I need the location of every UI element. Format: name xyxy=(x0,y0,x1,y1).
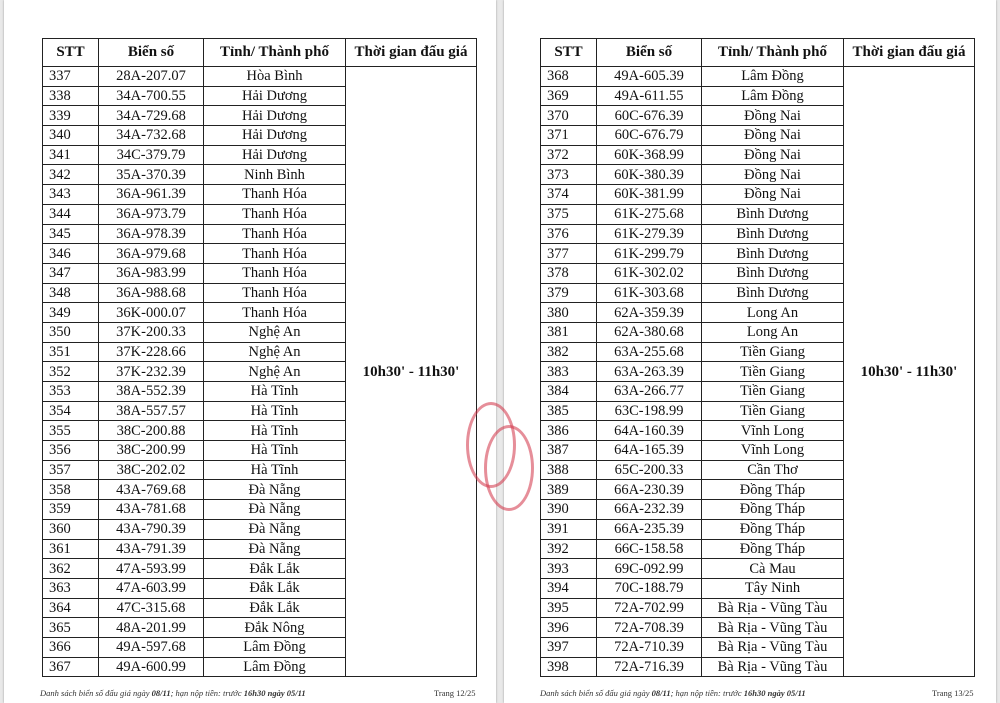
province-cell: Vĩnh Long xyxy=(702,441,844,461)
table-header-row xyxy=(43,39,477,67)
plate-cell: 36A-988.68 xyxy=(99,283,204,303)
table-row xyxy=(541,67,975,87)
plate-cell: 60C-676.39 xyxy=(597,106,702,126)
province-cell: Thanh Hóa xyxy=(204,263,346,283)
province-cell: Đồng Tháp xyxy=(702,519,844,539)
province-cell: Long An xyxy=(702,303,844,323)
header-time: Thời gian đấu giá xyxy=(844,39,975,67)
province-cell: Bà Rịa - Vũng Tàu xyxy=(702,637,844,657)
stt-cell: 339 xyxy=(43,106,99,126)
stt-cell: 340 xyxy=(43,126,99,146)
plate-cell: 61K-275.68 xyxy=(597,204,702,224)
stt-cell: 354 xyxy=(43,401,99,421)
plate-cell: 62A-359.39 xyxy=(597,303,702,323)
province-cell: Đắk Lắk xyxy=(204,578,346,598)
stt-cell: 374 xyxy=(541,185,597,205)
footer-mid: ; hạn nộp tiền: trước xyxy=(670,688,744,698)
table-body xyxy=(541,67,975,677)
stt-cell: 398 xyxy=(541,657,597,677)
plate-cell: 34A-700.55 xyxy=(99,86,204,106)
stt-cell: 370 xyxy=(541,106,597,126)
stt-cell: 393 xyxy=(541,559,597,579)
province-cell: Đồng Nai xyxy=(702,106,844,126)
plate-cell: 34C-379.79 xyxy=(99,145,204,165)
stt-cell: 376 xyxy=(541,224,597,244)
plate-cell: 60K-380.39 xyxy=(597,165,702,185)
plate-cell: 72A-708.39 xyxy=(597,618,702,638)
table-row xyxy=(43,67,477,87)
page-number: Trang 12/25 xyxy=(434,688,476,698)
province-cell: Tiền Giang xyxy=(702,382,844,402)
province-cell: Nghệ An xyxy=(204,362,346,382)
stt-cell: 380 xyxy=(541,303,597,323)
province-cell: Hà Tĩnh xyxy=(204,421,346,441)
plate-cell: 61K-279.39 xyxy=(597,224,702,244)
stt-cell: 338 xyxy=(43,86,99,106)
plate-cell: 49A-611.55 xyxy=(597,86,702,106)
plate-cell: 60K-381.99 xyxy=(597,185,702,205)
stt-cell: 349 xyxy=(43,303,99,323)
stt-cell: 350 xyxy=(43,322,99,342)
stt-cell: 364 xyxy=(43,598,99,618)
province-cell: Lâm Đồng xyxy=(702,86,844,106)
plate-cell: 48A-201.99 xyxy=(99,618,204,638)
header-stt: STT xyxy=(541,39,597,67)
stt-cell: 378 xyxy=(541,263,597,283)
plate-cell: 72A-716.39 xyxy=(597,657,702,677)
province-cell: Thanh Hóa xyxy=(204,224,346,244)
auction-time-cell: 10h30' - 11h30' xyxy=(844,67,975,677)
plate-cell: 47C-315.68 xyxy=(99,598,204,618)
plate-cell: 38C-202.02 xyxy=(99,460,204,480)
plate-cell: 34A-729.68 xyxy=(99,106,204,126)
header-province: Tỉnh/ Thành phố xyxy=(702,39,844,67)
plate-cell: 65C-200.33 xyxy=(597,460,702,480)
plate-cell: 63A-263.39 xyxy=(597,362,702,382)
province-cell: Hải Dương xyxy=(204,126,346,146)
header-time: Thời gian đấu giá xyxy=(346,39,477,67)
stt-cell: 388 xyxy=(541,460,597,480)
plate-cell: 38A-552.39 xyxy=(99,382,204,402)
province-cell: Bà Rịa - Vũng Tàu xyxy=(702,657,844,677)
plate-cell: 49A-597.68 xyxy=(99,637,204,657)
province-cell: Lâm Đồng xyxy=(204,657,346,677)
province-cell: Đà Nẵng xyxy=(204,539,346,559)
stt-cell: 348 xyxy=(43,283,99,303)
stt-cell: 363 xyxy=(43,578,99,598)
province-cell: Ninh Bình xyxy=(204,165,346,185)
province-cell: Đồng Tháp xyxy=(702,500,844,520)
plate-cell: 63C-198.99 xyxy=(597,401,702,421)
page-footer xyxy=(40,688,306,698)
stt-cell: 366 xyxy=(43,637,99,657)
stt-cell: 362 xyxy=(43,559,99,579)
province-cell: Tiền Giang xyxy=(702,401,844,421)
province-cell: Đồng Nai xyxy=(702,185,844,205)
stt-cell: 382 xyxy=(541,342,597,362)
footer-mid: ; hạn nộp tiền: trước xyxy=(170,688,244,698)
province-cell: Đắk Lắk xyxy=(204,598,346,618)
plate-cell: 37K-228.66 xyxy=(99,342,204,362)
province-cell: Thanh Hóa xyxy=(204,303,346,323)
province-cell: Bình Dương xyxy=(702,283,844,303)
province-cell: Bà Rịa - Vũng Tàu xyxy=(702,598,844,618)
footer-deadline: 16h30 ngày 05/11 xyxy=(743,688,806,698)
province-cell: Đồng Nai xyxy=(702,145,844,165)
stt-cell: 344 xyxy=(43,204,99,224)
plate-cell: 38C-200.88 xyxy=(99,421,204,441)
header-stt: STT xyxy=(43,39,99,67)
header-plate: Biển số xyxy=(597,39,702,67)
province-cell: Cà Mau xyxy=(702,559,844,579)
province-cell: Tây Ninh xyxy=(702,578,844,598)
plate-cell: 47A-603.99 xyxy=(99,578,204,598)
stt-cell: 372 xyxy=(541,145,597,165)
province-cell: Thanh Hóa xyxy=(204,283,346,303)
stt-cell: 360 xyxy=(43,519,99,539)
province-cell: Hà Tĩnh xyxy=(204,382,346,402)
stt-cell: 346 xyxy=(43,244,99,264)
stt-cell: 389 xyxy=(541,480,597,500)
stt-cell: 353 xyxy=(43,382,99,402)
stt-cell: 383 xyxy=(541,362,597,382)
plate-cell: 72A-710.39 xyxy=(597,637,702,657)
plate-cell: 60C-676.79 xyxy=(597,126,702,146)
plate-cell: 60K-368.99 xyxy=(597,145,702,165)
plate-cell: 66C-158.58 xyxy=(597,539,702,559)
plate-cell: 64A-160.39 xyxy=(597,421,702,441)
province-cell: Bình Dương xyxy=(702,263,844,283)
plate-cell: 49A-600.99 xyxy=(99,657,204,677)
plate-cell: 66A-230.39 xyxy=(597,480,702,500)
plate-cell: 66A-235.39 xyxy=(597,519,702,539)
province-cell: Đà Nẵng xyxy=(204,480,346,500)
plate-cell: 64A-165.39 xyxy=(597,441,702,461)
page-footer xyxy=(540,688,806,698)
stt-cell: 391 xyxy=(541,519,597,539)
province-cell: Hà Tĩnh xyxy=(204,441,346,461)
stt-cell: 356 xyxy=(43,441,99,461)
plate-cell: 66A-232.39 xyxy=(597,500,702,520)
stt-cell: 337 xyxy=(43,67,99,87)
footer-date: 08/11 xyxy=(151,688,171,698)
auction-table xyxy=(42,38,477,677)
stt-cell: 341 xyxy=(43,145,99,165)
province-cell: Đồng Tháp xyxy=(702,539,844,559)
header-province: Tỉnh/ Thành phố xyxy=(204,39,346,67)
plate-cell: 43A-791.39 xyxy=(99,539,204,559)
plate-cell: 37K-200.33 xyxy=(99,322,204,342)
province-cell: Đà Nẵng xyxy=(204,519,346,539)
province-cell: Hòa Bình xyxy=(204,67,346,87)
plate-cell: 72A-702.99 xyxy=(597,598,702,618)
stt-cell: 395 xyxy=(541,598,597,618)
province-cell: Tiền Giang xyxy=(702,362,844,382)
plate-cell: 38A-557.57 xyxy=(99,401,204,421)
stt-cell: 367 xyxy=(43,657,99,677)
plate-cell: 36A-983.99 xyxy=(99,263,204,283)
province-cell: Đồng Tháp xyxy=(702,480,844,500)
province-cell: Hải Dương xyxy=(204,106,346,126)
stt-cell: 375 xyxy=(541,204,597,224)
auction-table xyxy=(540,38,975,677)
plate-cell: 61K-299.79 xyxy=(597,244,702,264)
stt-cell: 397 xyxy=(541,637,597,657)
plate-cell: 36K-000.07 xyxy=(99,303,204,323)
province-cell: Nghệ An xyxy=(204,322,346,342)
plate-cell: 34A-732.68 xyxy=(99,126,204,146)
stt-cell: 361 xyxy=(43,539,99,559)
plate-cell: 38C-200.99 xyxy=(99,441,204,461)
stt-cell: 369 xyxy=(541,86,597,106)
province-cell: Bình Dương xyxy=(702,204,844,224)
stt-cell: 345 xyxy=(43,224,99,244)
province-cell: Long An xyxy=(702,322,844,342)
stt-cell: 343 xyxy=(43,185,99,205)
province-cell: Nghệ An xyxy=(204,342,346,362)
footer-deadline: 16h30 ngày 05/11 xyxy=(243,688,306,698)
province-cell: Cần Thơ xyxy=(702,460,844,480)
province-cell: Bình Dương xyxy=(702,224,844,244)
plate-cell: 43A-769.68 xyxy=(99,480,204,500)
auction-time-cell: 10h30' - 11h30' xyxy=(346,67,477,677)
province-cell: Đắk Nông xyxy=(204,618,346,638)
plate-cell: 61K-302.02 xyxy=(597,263,702,283)
stt-cell: 387 xyxy=(541,441,597,461)
plate-cell: 36A-979.68 xyxy=(99,244,204,264)
plate-cell: 70C-188.79 xyxy=(597,578,702,598)
province-cell: Đắk Lắk xyxy=(204,559,346,579)
table-header-row xyxy=(541,39,975,67)
stt-cell: 355 xyxy=(43,421,99,441)
province-cell: Hải Dương xyxy=(204,86,346,106)
stt-cell: 351 xyxy=(43,342,99,362)
plate-cell: 35A-370.39 xyxy=(99,165,204,185)
stt-cell: 371 xyxy=(541,126,597,146)
plate-cell: 28A-207.07 xyxy=(99,67,204,87)
stt-cell: 385 xyxy=(541,401,597,421)
stt-cell: 379 xyxy=(541,283,597,303)
plate-cell: 37K-232.39 xyxy=(99,362,204,382)
province-cell: Tiền Giang xyxy=(702,342,844,362)
plate-cell: 36A-961.39 xyxy=(99,185,204,205)
stt-cell: 342 xyxy=(43,165,99,185)
plate-cell: 47A-593.99 xyxy=(99,559,204,579)
plate-cell: 61K-303.68 xyxy=(597,283,702,303)
stt-cell: 373 xyxy=(541,165,597,185)
plate-cell: 43A-781.68 xyxy=(99,500,204,520)
stt-cell: 368 xyxy=(541,67,597,87)
plate-cell: 63A-255.68 xyxy=(597,342,702,362)
province-cell: Hà Tĩnh xyxy=(204,460,346,480)
province-cell: Thanh Hóa xyxy=(204,244,346,264)
plate-cell: 63A-266.77 xyxy=(597,382,702,402)
stt-cell: 384 xyxy=(541,382,597,402)
document-page-left xyxy=(4,0,496,703)
province-cell: Hà Tĩnh xyxy=(204,401,346,421)
stt-cell: 365 xyxy=(43,618,99,638)
footer-prefix: Danh sách biển số đấu giá ngày xyxy=(40,688,152,698)
province-cell: Lâm Đồng xyxy=(702,67,844,87)
stt-cell: 394 xyxy=(541,578,597,598)
province-cell: Đồng Nai xyxy=(702,165,844,185)
stt-cell: 347 xyxy=(43,263,99,283)
plate-cell: 69C-092.99 xyxy=(597,559,702,579)
stt-cell: 359 xyxy=(43,500,99,520)
stt-cell: 352 xyxy=(43,362,99,382)
province-cell: Bà Rịa - Vũng Tàu xyxy=(702,618,844,638)
plate-cell: 62A-380.68 xyxy=(597,322,702,342)
province-cell: Đà Nẵng xyxy=(204,500,346,520)
province-cell: Lâm Đồng xyxy=(204,637,346,657)
footer-prefix: Danh sách biển số đấu giá ngày xyxy=(540,688,652,698)
plate-cell: 36A-978.39 xyxy=(99,224,204,244)
stt-cell: 358 xyxy=(43,480,99,500)
stt-cell: 390 xyxy=(541,500,597,520)
page-number: Trang 13/25 xyxy=(932,688,974,698)
province-cell: Thanh Hóa xyxy=(204,204,346,224)
province-cell: Hải Dương xyxy=(204,145,346,165)
document-page-right xyxy=(504,0,996,703)
stt-cell: 392 xyxy=(541,539,597,559)
footer-date: 08/11 xyxy=(651,688,671,698)
plate-cell: 49A-605.39 xyxy=(597,67,702,87)
plate-cell: 43A-790.39 xyxy=(99,519,204,539)
table-body xyxy=(43,67,477,677)
province-cell: Vĩnh Long xyxy=(702,421,844,441)
stt-cell: 381 xyxy=(541,322,597,342)
plate-cell: 36A-973.79 xyxy=(99,204,204,224)
stt-cell: 396 xyxy=(541,618,597,638)
stt-cell: 357 xyxy=(43,460,99,480)
header-plate: Biển số xyxy=(99,39,204,67)
province-cell: Thanh Hóa xyxy=(204,185,346,205)
stt-cell: 386 xyxy=(541,421,597,441)
stt-cell: 377 xyxy=(541,244,597,264)
province-cell: Bình Dương xyxy=(702,244,844,264)
province-cell: Đồng Nai xyxy=(702,126,844,146)
